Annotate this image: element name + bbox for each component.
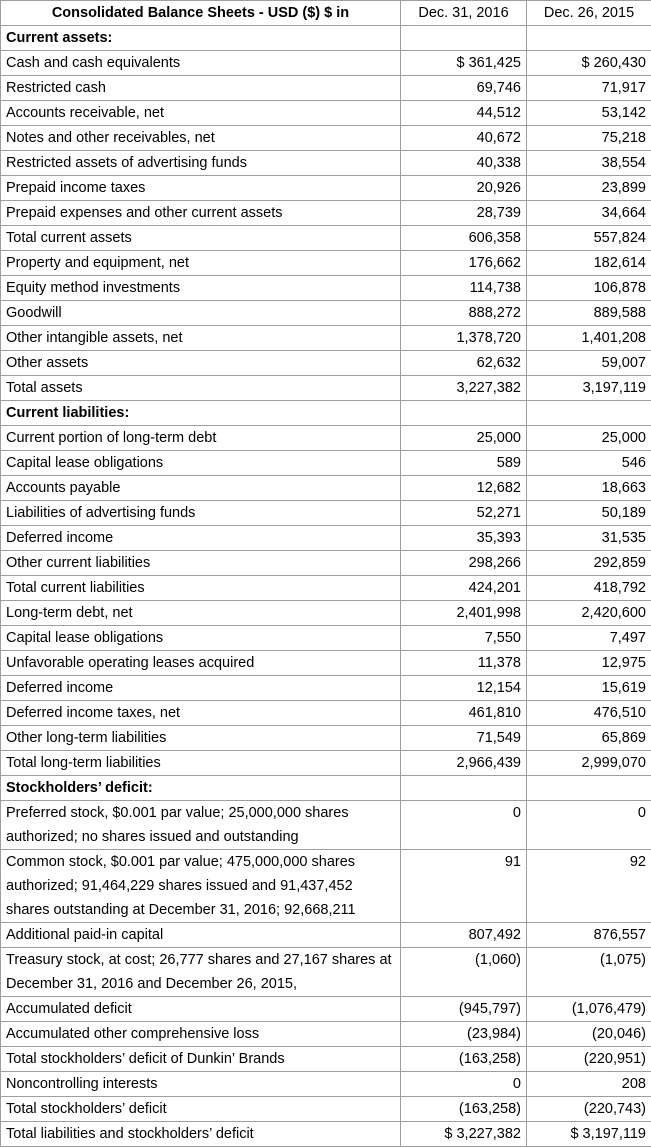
- value-2016: 28,739: [401, 201, 527, 226]
- table-row: [1, 1022, 651, 1047]
- value-2016: 44,512: [401, 101, 527, 126]
- row-label: Deferred income taxes, net: [1, 701, 401, 726]
- table-row: [1, 576, 651, 601]
- value-2015: (20,046): [527, 1022, 651, 1047]
- table-row: [1, 501, 651, 526]
- value-2016: 35,393: [401, 526, 527, 551]
- row-label: Unfavorable operating leases acquired: [1, 651, 401, 676]
- row-label: Noncontrolling interests: [1, 1072, 401, 1097]
- table-row: [1, 376, 651, 401]
- value-2015: 59,007: [527, 351, 651, 376]
- row-label: Other intangible assets, net: [1, 326, 401, 351]
- value-2016: 25,000: [401, 426, 527, 451]
- value-2015: 65,869: [527, 726, 651, 751]
- table-row: [1, 101, 651, 126]
- table-row: [1, 751, 651, 776]
- header-row: [1, 1, 651, 26]
- table-row: [1, 1097, 651, 1122]
- row-label: Restricted assets of advertising funds: [1, 151, 401, 176]
- value-2016: (163,258): [401, 1047, 527, 1072]
- value-2016: $ 3,227,382: [401, 1122, 527, 1147]
- table-row: [1, 601, 651, 626]
- value-2015: 7,497: [527, 626, 651, 651]
- value-2015: 476,510: [527, 701, 651, 726]
- table-row: [1, 251, 651, 276]
- row-label: Restricted cash: [1, 76, 401, 101]
- value-2016: 176,662: [401, 251, 527, 276]
- value-2016: [401, 401, 527, 426]
- table-row: [1, 850, 651, 923]
- row-label: Deferred income: [1, 676, 401, 701]
- row-label: Preferred stock, $0.001 par value; 25,000,000 shares authorized; no shares issued and outstanding: [1, 801, 401, 850]
- row-label: Treasury stock, at cost; 26,777 shares and 27,167 shares at December 31, 2016 and December 26, 2015,: [1, 948, 401, 997]
- table-row: [1, 226, 651, 251]
- row-label: Goodwill: [1, 301, 401, 326]
- row-label: Equity method investments: [1, 276, 401, 301]
- value-2016: 40,338: [401, 151, 527, 176]
- value-2015: 25,000: [527, 426, 651, 451]
- value-2015: 557,824: [527, 226, 651, 251]
- row-label: Common stock, $0.001 par value; 475,000,000 shares authorized; 91,464,229 shares issued and 91,437,452 shares outstanding at December 31, 2016; 92,668,211: [1, 850, 401, 923]
- value-2016: 7,550: [401, 626, 527, 651]
- table-row: [1, 426, 651, 451]
- table-row: [1, 948, 651, 997]
- value-2016: 52,271: [401, 501, 527, 526]
- section-header-row: [1, 776, 651, 801]
- table-row: [1, 726, 651, 751]
- table-row: [1, 1047, 651, 1072]
- table-title: Consolidated Balance Sheets - USD ($) $ in: [1, 1, 401, 26]
- value-2015: 92: [527, 850, 651, 923]
- row-label: Prepaid income taxes: [1, 176, 401, 201]
- value-2015: 31,535: [527, 526, 651, 551]
- value-2015: [527, 26, 651, 51]
- value-2015: 12,975: [527, 651, 651, 676]
- value-2015: (220,951): [527, 1047, 651, 1072]
- table-row: [1, 351, 651, 376]
- row-label: Deferred income: [1, 526, 401, 551]
- table-row: [1, 326, 651, 351]
- section-header-row: [1, 401, 651, 426]
- value-2016: 807,492: [401, 923, 527, 948]
- row-label: Cash and cash equivalents: [1, 51, 401, 76]
- row-label: Other assets: [1, 351, 401, 376]
- value-2016: 12,154: [401, 676, 527, 701]
- row-label: Total assets: [1, 376, 401, 401]
- table-row: [1, 276, 651, 301]
- value-2015: (1,075): [527, 948, 651, 997]
- table-row: [1, 176, 651, 201]
- row-label: Liabilities of advertising funds: [1, 501, 401, 526]
- table-row: [1, 701, 651, 726]
- value-2015: (1,076,479): [527, 997, 651, 1022]
- value-2015: 182,614: [527, 251, 651, 276]
- table-row: [1, 997, 651, 1022]
- table-row: [1, 76, 651, 101]
- value-2015: 418,792: [527, 576, 651, 601]
- table-row: [1, 923, 651, 948]
- value-2016: [401, 26, 527, 51]
- table-row: [1, 801, 651, 850]
- row-label: Total long-term liabilities: [1, 751, 401, 776]
- row-label: Other long-term liabilities: [1, 726, 401, 751]
- value-2015: [527, 401, 651, 426]
- row-label: Accounts payable: [1, 476, 401, 501]
- value-2015: 292,859: [527, 551, 651, 576]
- value-2016: 2,401,998: [401, 601, 527, 626]
- table-row: [1, 1122, 651, 1147]
- table-row: [1, 676, 651, 701]
- section-header-row: [1, 26, 651, 51]
- row-label: Additional paid-in capital: [1, 923, 401, 948]
- value-2016: 589: [401, 451, 527, 476]
- row-label: Total stockholders’ deficit of Dunkin’ Brands: [1, 1047, 401, 1072]
- table-row: [1, 626, 651, 651]
- value-2015: 876,557: [527, 923, 651, 948]
- row-label: Notes and other receivables, net: [1, 126, 401, 151]
- value-2015: 889,588: [527, 301, 651, 326]
- value-2015: 23,899: [527, 176, 651, 201]
- row-label: Accumulated other comprehensive loss: [1, 1022, 401, 1047]
- value-2016: (1,060): [401, 948, 527, 997]
- value-2015: [527, 776, 651, 801]
- row-label: Accounts receivable, net: [1, 101, 401, 126]
- value-2016: 2,966,439: [401, 751, 527, 776]
- row-label: Property and equipment, net: [1, 251, 401, 276]
- table-row: [1, 126, 651, 151]
- value-2016: 0: [401, 1072, 527, 1097]
- row-label: Capital lease obligations: [1, 626, 401, 651]
- value-2015: 2,420,600: [527, 601, 651, 626]
- table-row: [1, 651, 651, 676]
- value-2015: 18,663: [527, 476, 651, 501]
- value-2016: 0: [401, 801, 527, 850]
- value-2016: 40,672: [401, 126, 527, 151]
- value-2016: (23,984): [401, 1022, 527, 1047]
- value-2016: [401, 776, 527, 801]
- row-label: Total liabilities and stockholders’ deficit: [1, 1122, 401, 1147]
- row-label: Total current liabilities: [1, 576, 401, 601]
- value-2015: 106,878: [527, 276, 651, 301]
- value-2016: (945,797): [401, 997, 527, 1022]
- column-header-2015: Dec. 26, 2015: [527, 1, 651, 26]
- row-label: Other current liabilities: [1, 551, 401, 576]
- section-label: Current liabilities:: [1, 401, 401, 426]
- value-2015: 546: [527, 451, 651, 476]
- value-2016: 11,378: [401, 651, 527, 676]
- value-2016: 424,201: [401, 576, 527, 601]
- value-2015: $ 3,197,119: [527, 1122, 651, 1147]
- value-2016: (163,258): [401, 1097, 527, 1122]
- table-row: [1, 51, 651, 76]
- value-2016: 3,227,382: [401, 376, 527, 401]
- table-row: [1, 451, 651, 476]
- value-2015: 75,218: [527, 126, 651, 151]
- value-2016: 888,272: [401, 301, 527, 326]
- value-2015: $ 260,430: [527, 51, 651, 76]
- value-2015: 1,401,208: [527, 326, 651, 351]
- value-2016: 12,682: [401, 476, 527, 501]
- value-2016: $ 361,425: [401, 51, 527, 76]
- row-label: Long-term debt, net: [1, 601, 401, 626]
- row-label: Total current assets: [1, 226, 401, 251]
- row-label: Capital lease obligations: [1, 451, 401, 476]
- value-2015: 3,197,119: [527, 376, 651, 401]
- value-2015: 15,619: [527, 676, 651, 701]
- value-2015: 50,189: [527, 501, 651, 526]
- value-2016: 298,266: [401, 551, 527, 576]
- row-label: Total stockholders’ deficit: [1, 1097, 401, 1122]
- value-2016: 69,746: [401, 76, 527, 101]
- value-2015: (220,743): [527, 1097, 651, 1122]
- value-2015: 208: [527, 1072, 651, 1097]
- value-2015: 0: [527, 801, 651, 850]
- value-2016: 114,738: [401, 276, 527, 301]
- row-label: Accumulated deficit: [1, 997, 401, 1022]
- table-row: [1, 1072, 651, 1097]
- table-row: [1, 151, 651, 176]
- value-2016: 20,926: [401, 176, 527, 201]
- column-header-2016: Dec. 31, 2016: [401, 1, 527, 26]
- row-label: Current portion of long-term debt: [1, 426, 401, 451]
- value-2016: 461,810: [401, 701, 527, 726]
- table-row: [1, 526, 651, 551]
- table-row: [1, 201, 651, 226]
- value-2016: 606,358: [401, 226, 527, 251]
- table-row: [1, 476, 651, 501]
- section-label: Current assets:: [1, 26, 401, 51]
- value-2016: 91: [401, 850, 527, 923]
- value-2016: 1,378,720: [401, 326, 527, 351]
- value-2015: 71,917: [527, 76, 651, 101]
- section-label: Stockholders’ deficit:: [1, 776, 401, 801]
- value-2015: 38,554: [527, 151, 651, 176]
- table-row: [1, 301, 651, 326]
- value-2016: 62,632: [401, 351, 527, 376]
- value-2016: 71,549: [401, 726, 527, 751]
- value-2015: 53,142: [527, 101, 651, 126]
- row-label: Prepaid expenses and other current assets: [1, 201, 401, 226]
- table-row: [1, 551, 651, 576]
- value-2015: 2,999,070: [527, 751, 651, 776]
- value-2015: 34,664: [527, 201, 651, 226]
